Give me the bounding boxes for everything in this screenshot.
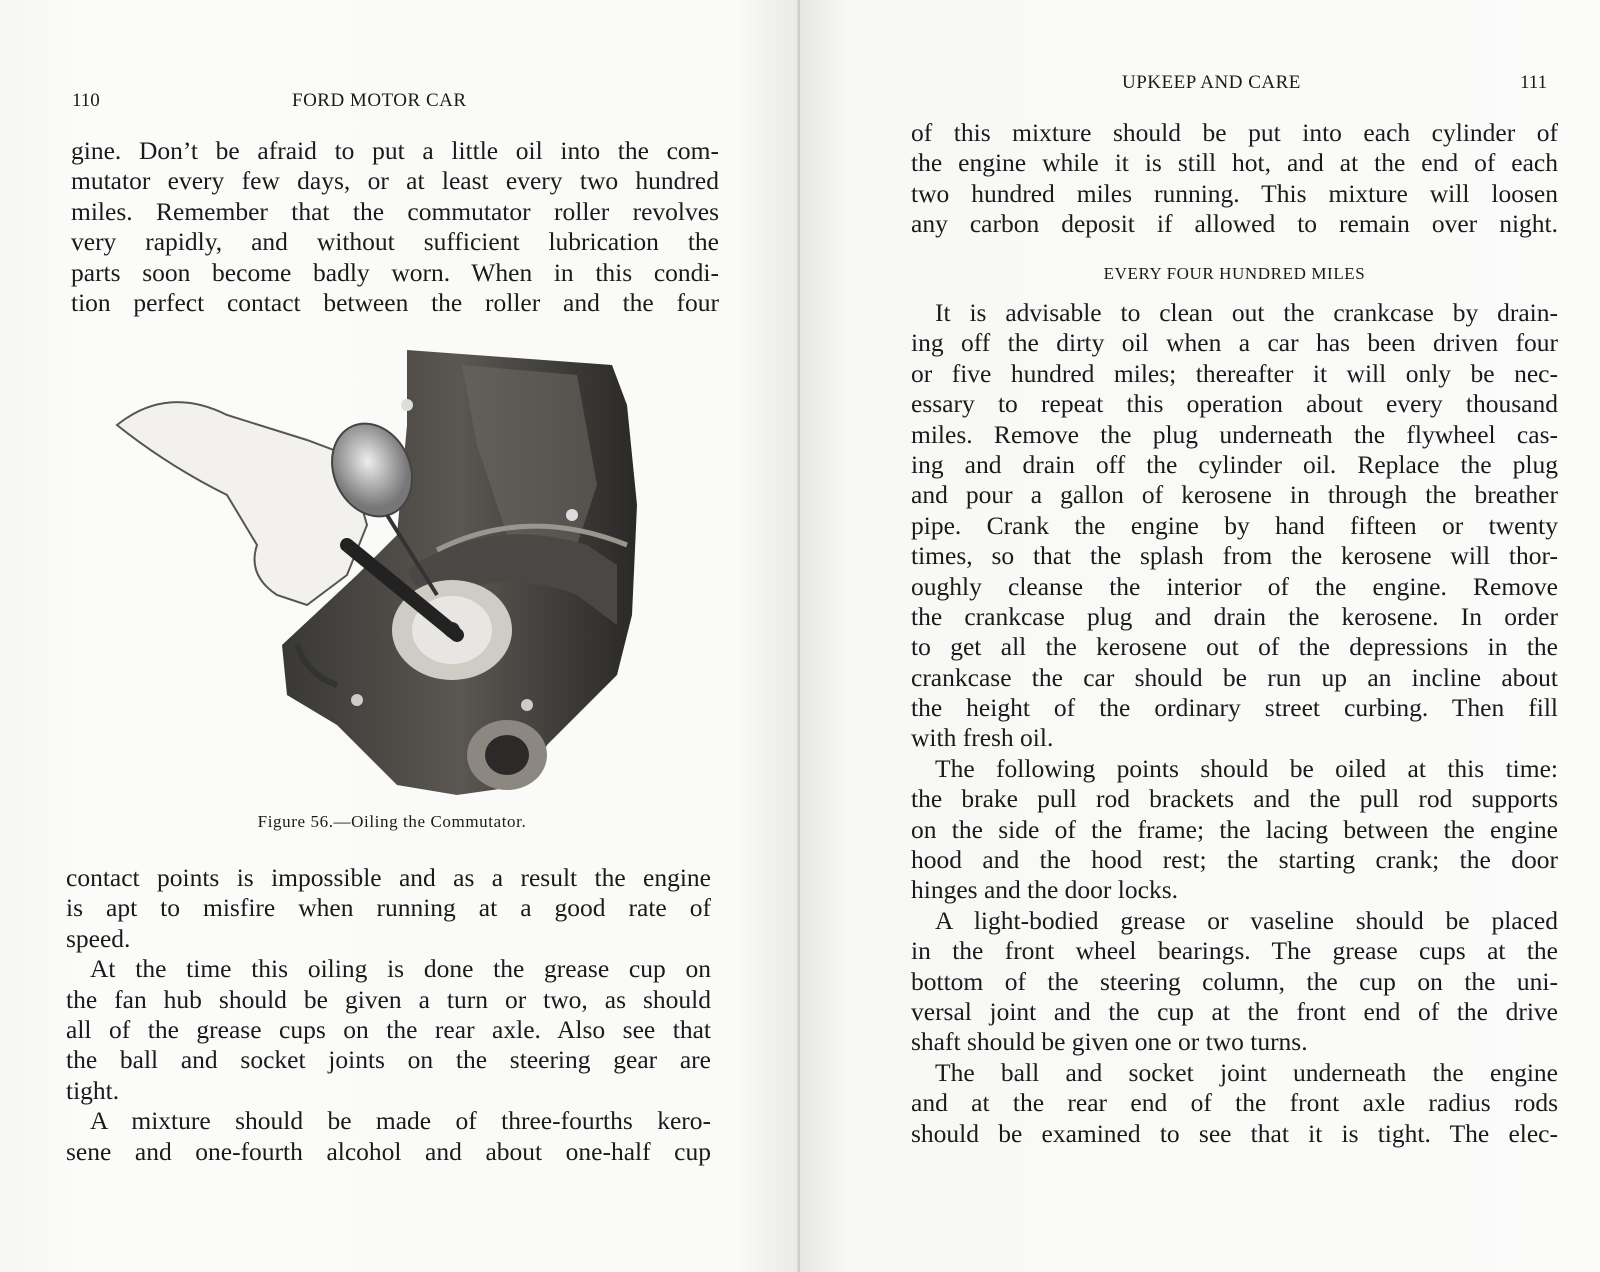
text-line: miles. Remove the plug underneath the flywheel cas-	[911, 419, 1558, 449]
text-block-bottom	[911, 298, 1558, 1149]
text-line: the crankcase plug and drain the kerosene. In order	[911, 601, 1558, 631]
figure-caption: Figure 56.—Oiling the Commutator.	[257, 812, 527, 831]
text-line: and at the rear end of the front axle radius rods	[911, 1088, 1558, 1118]
text-line: very rapidly, and without sufficient lubrication the	[71, 227, 719, 257]
text-block-top	[911, 118, 1558, 240]
text-line: the brake pull rod brackets and the pull rod supports	[911, 784, 1558, 814]
text-line: ing off the dirty oil when a car has been driven four	[911, 328, 1558, 358]
running-head: FORD MOTOR CAR	[292, 90, 467, 111]
text-line: hood and the hood rest; the starting crank; the door	[911, 845, 1558, 875]
text-line: crankcase the car should be run up an incline about	[911, 662, 1558, 692]
text-line: to get all the kerosene out of the depressions in the	[911, 632, 1558, 662]
text-line: The following points should be oiled at this time:	[935, 753, 1558, 783]
paragraph	[66, 863, 711, 954]
text-line: tight.	[66, 1075, 120, 1105]
text-line: of this mixture should be put into each cylinder of	[911, 118, 1558, 147]
text-line: contact points is impossible and as a result the engine	[66, 863, 711, 892]
page-number: 110	[72, 90, 100, 111]
text-line: and pour a gallon of kerosene in through the breather	[911, 480, 1558, 510]
paragraph	[911, 298, 1558, 754]
paragraph	[71, 136, 719, 318]
text-line: oughly cleanse the interior of the engine. Remove	[911, 571, 1558, 601]
section-subheading: EVERY FOUR HUNDRED MILES	[1103, 264, 1366, 283]
text-line: the height of the ordinary street curbing. Then fill	[911, 693, 1558, 723]
figure-oiling-commutator-illustration	[107, 345, 677, 805]
text-line: The ball and socket joint underneath the engine	[935, 1057, 1558, 1087]
text-line: ing and drain off the cylinder oil. Replace the plug	[911, 449, 1558, 479]
text-line: with fresh oil.	[911, 723, 1054, 753]
paragraph	[66, 954, 711, 1106]
text-line: should be examined to see that it is tight. The elec-	[911, 1118, 1558, 1148]
text-line: all of the grease cups on the rear axle. Also see that	[66, 1014, 711, 1044]
text-line: or five hundred miles; thereafter it will only be nec-	[911, 358, 1558, 388]
paragraph	[911, 1058, 1558, 1149]
text-line: essary to repeat this operation about every thousand	[911, 389, 1558, 419]
text-line: on the side of the frame; the lacing between the engine	[911, 814, 1558, 844]
page-number: 111	[1520, 72, 1548, 93]
text-line: At the time this oiling is done the grease cup on	[90, 954, 711, 984]
text-line: hinges and the door locks.	[911, 875, 1178, 905]
text-line: bottom of the steering column, the cup on the uni-	[911, 966, 1558, 996]
text-block-top	[71, 136, 719, 318]
paragraph	[66, 1106, 711, 1167]
text-block-bottom	[66, 863, 711, 1167]
text-line: parts soon become badly worn. When in this condi-	[71, 257, 719, 287]
text-line: versal joint and the cup at the front end of the drive	[911, 996, 1558, 1026]
text-line: A light-bodied grease or vaseline should be placed	[935, 905, 1558, 935]
paragraph	[911, 118, 1558, 240]
text-line: the fan hub should be given a turn or two, as should	[66, 984, 711, 1014]
text-line: It is advisable to clean out the crankcase by drain-	[935, 298, 1558, 327]
right-page	[800, 0, 1600, 1272]
paragraph	[911, 906, 1558, 1058]
text-line: times, so that the splash from the kerosene will thor-	[911, 541, 1558, 571]
text-line: mutator every few days, or at least every two hundred	[71, 166, 719, 196]
text-line: shaft should be given one or two turns.	[911, 1027, 1308, 1057]
text-line: speed.	[66, 923, 131, 953]
text-line: tion perfect contact between the roller and the four	[71, 287, 719, 317]
text-line: miles. Remember that the commutator roller revolves	[71, 196, 719, 226]
text-line: pipe. Crank the engine by hand fifteen or twenty	[911, 510, 1558, 540]
text-line: the engine while it is still hot, and at the end of each	[911, 148, 1558, 178]
running-head: UPKEEP AND CARE	[1122, 72, 1301, 93]
text-line: A mixture should be made of three-fourths kero-	[90, 1106, 711, 1136]
text-line: two hundred miles running. This mixture will loosen	[911, 178, 1558, 208]
text-line: gine. Don’t be afraid to put a little oil into the com-	[71, 136, 719, 165]
text-line: any carbon deposit if allowed to remain over night.	[911, 209, 1558, 239]
text-line: in the front wheel bearings. The grease cups at the	[911, 936, 1558, 966]
text-line: sene and one-fourth alcohol and about one-half cup	[66, 1136, 711, 1166]
text-line: the ball and socket joints on the steering gear are	[66, 1045, 711, 1075]
paragraph	[911, 754, 1558, 906]
text-line: is apt to misfire when running at a good rate of	[66, 893, 711, 923]
